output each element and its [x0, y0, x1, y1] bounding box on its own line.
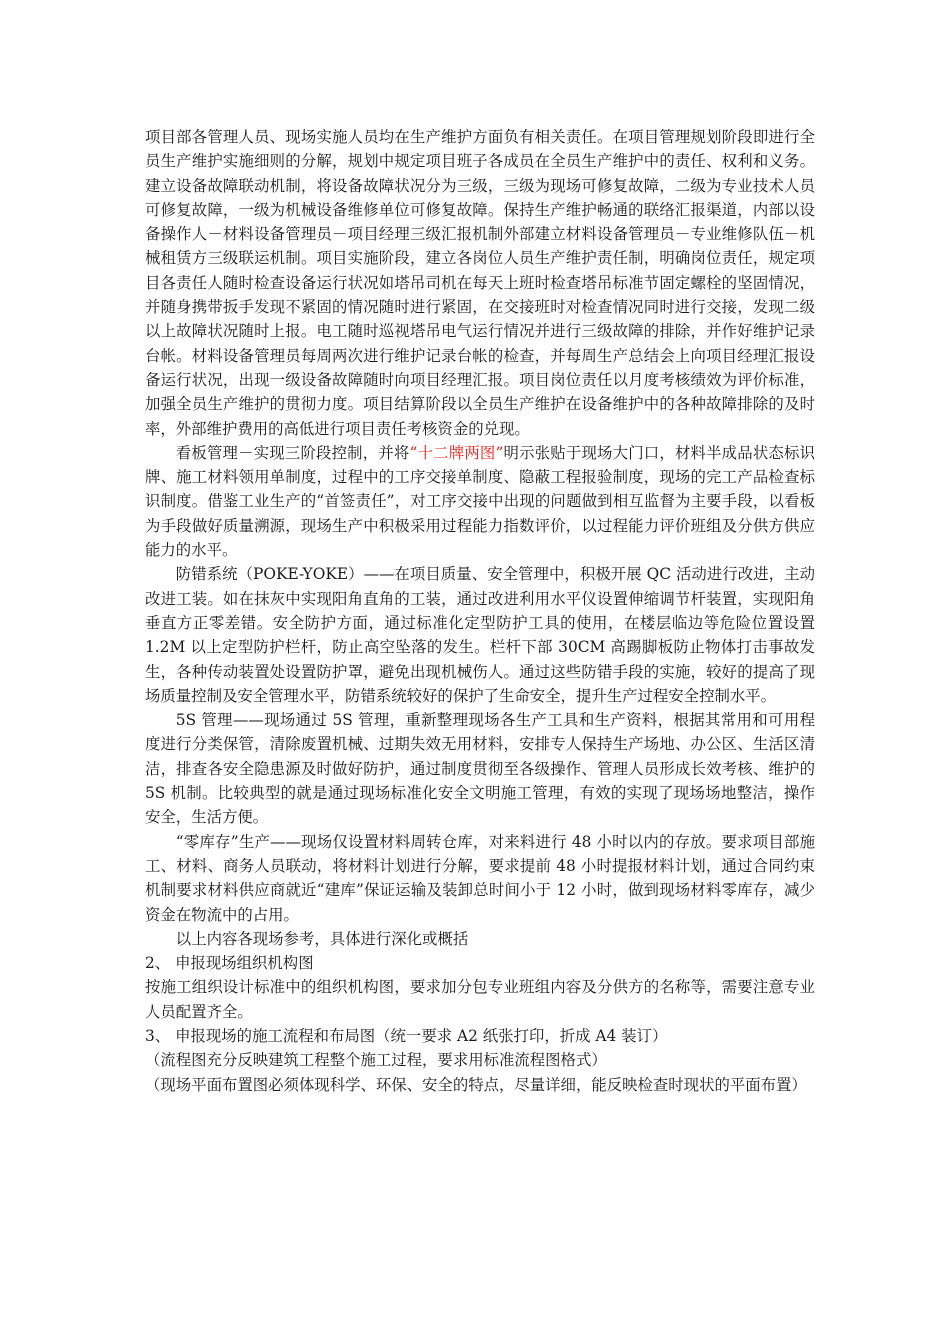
paragraph-zero-inventory: “零库存”生产——现场仅设置材料周转仓库，对来料进行 48 小时以内的存放。要求项目部施工、材料、商务人员联动，将材料计划进行分解，要求提前 48 小时提报材料计划，通过合同约束机制要求材料供应商就近“建库”保证运输及装卸总时间小于 12 小时，做到现场材料零库存，减少资金在物流中的占用。: [145, 832, 815, 924]
section-heading-3: 3、 申报现场的施工流程和布局图（统一要求 A2 纸张打印，折成 A4 装订）: [145, 1026, 668, 1045]
kanban-text-start: 看板管理－实现三阶段控制，并将: [175, 443, 410, 462]
paragraph-org-chart: 按施工组织设计标准中的组织机构图，要求加分包专业班组内容及分供方的名称等，需要注意专业人员配置齐全。: [145, 978, 815, 1021]
paragraph-layout-note: （现场平面布置图必须体现科学、环保、安全的特点，尽量详细，能反映检查时现状的平面布置）: [145, 1075, 807, 1094]
section-heading-2: 2、 申报现场组织机构图: [145, 954, 314, 973]
paragraph-reference-note: 以上内容各现场参考，具体进行深化或概括: [175, 929, 469, 948]
highlighted-term: “十二牌两图”: [409, 443, 504, 462]
paragraph-flowchart-note: （流程图充分反映建筑工程整个施工过程，要求用标准流程图格式）: [145, 1051, 607, 1070]
paragraph-5s: 5S 管理——现场通过 5S 管理，重新整理现场各生产工具和生产资料，根据其常用和可用程度进行分类保管，清除废置机械、过期失效无用材料，安排专人保持生产场地、办公区、生活区清洁，排查各安全隐患源及时做好防护，通过制度贯彻至各级操作、管理人员形成长效考核、维护的 5S 机制。比较典型的就是通过现场标准化安全文明施工管理，有效的实现了现场场地整洁，操作安全，生活方便。: [145, 711, 815, 827]
paragraph-poka-yoke: 防错系统（POKE-YOKE）——在项目质量、安全管理中，积极开展 QC 活动进行改进，主动改进工装。如在抹灰中实现阳角直角的工装，通过改进利用水平仪设置伸缩调节杆装置，实现阳角垂直方正零差错。安全防护方面，通过标准化定型防护工具的使用，在楼层临边等危险位置设置 1.2M 以上定型防护栏杆，防止高空坠落的发生。栏杆下部 30CM 高踢脚板防止物体打击事故发生，各种传动装置处设置防护罩，避免出现机械伤人。通过这些防错手段的实施，较好的提高了现场质量控制及安全管理水平，防错系统较好的保护了生命安全，提升生产过程安全控制水平。: [145, 565, 815, 705]
paragraph-tpm: 项目部各管理人员、现场实施人员均在生产维护方面负有相关责任。在项目管理规划阶段即进行全员生产维护实施细则的分解，规划中规定项目班子各成员在全员生产维护中的责任、权利和义务。建立设备故障联动机制，将设备故障状况分为三级，三级为现场可修复故障，二级为专业技术人员可修复故障，一级为机械设备维修单位可修复故障。保持生产维护畅通的联络汇报渠道，内部以设备操作人－材料设备管理员－项目经理三级汇报机制外部建立材料设备管理员－专业维修队伍－机械租赁方三级联运机制。项目实施阶段，建立各岗位人员生产维护责任制，明确岗位责任，规定项目各责任人随时检查设备运行状况如塔吊司机在每天上班时检查塔吊标准节固定螺栓的坚固情况，并随身携带扳手发现不紧固的情况随时进行紧固，在交接班时对检查情况同时进行交接，发现二级以上故障状况随时上报。电工随时巡视塔吊电气运行情况并进行三级故障的排除，并作好维护记录台帐。材料设备管理员每周两次进行维护记录台帐的检查，并每周生产总结会上向项目经理汇报设备运行状况，出现一级设备故障随时向项目经理汇报。项目岗位责任以月度考核绩效为评价标准，加强全员生产维护的贯彻力度。项目结算阶段以全员生产维护在设备维护中的各种故障排除的及时率，外部维护费用的高低进行项目责任考核资金的兑现。: [145, 128, 815, 438]
paragraph-kanban: [145, 441, 815, 562]
document-body: [145, 125, 815, 1097]
kanban-text-end: 明示张贴于现场大门口，材料半成品状态标识牌、施工材料领用单制度，过程中的工序交接单制度、隐蔽工程报验制度，现场的完工产品检查标识制度。借鉴工业生产的“首签责任”，对工序交接中出现的问题做到相互监督为主要手段，以看板为手段做好质量溯源，现场生产中积极采用过程能力指数评价，以过程能力评价班组及分供方供应能力的水平。: [145, 443, 815, 560]
